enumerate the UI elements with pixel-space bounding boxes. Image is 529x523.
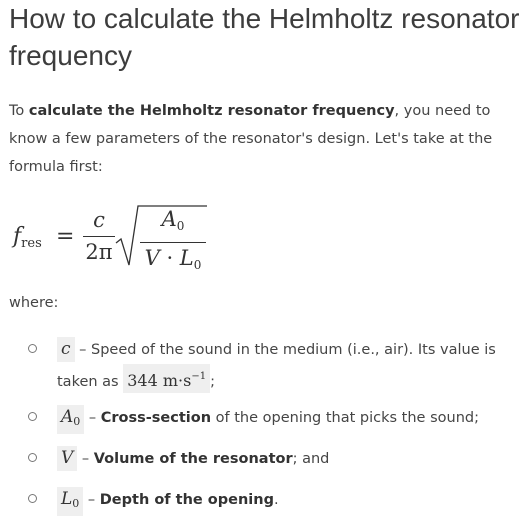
list-item bbox=[0, 336, 529, 392]
formula-l: L bbox=[179, 246, 194, 270]
intro-prefix: To bbox=[9, 103, 29, 119]
intro-paragraph bbox=[9, 97, 517, 181]
list-item-text bbox=[57, 486, 523, 516]
formula-numerator-c: c bbox=[93, 208, 105, 232]
formula-l-subscript: 0 bbox=[193, 258, 202, 272]
where-label: where: bbox=[9, 295, 59, 311]
formula-denominator-2pi: 2π bbox=[85, 240, 113, 264]
item-suffix: ; bbox=[210, 374, 215, 390]
value-chip bbox=[123, 364, 210, 393]
symbol-letter: L bbox=[61, 489, 73, 509]
symbol-chip: c bbox=[57, 337, 75, 362]
item-dash: – bbox=[84, 410, 101, 426]
symbol-chip bbox=[57, 487, 83, 516]
formula-equals: = bbox=[56, 224, 75, 249]
symbol-subscript: 0 bbox=[73, 415, 81, 428]
list-item bbox=[0, 404, 529, 432]
symbol-chip bbox=[57, 405, 84, 434]
item-bold-term: Depth of the opening bbox=[99, 492, 274, 508]
bullet-circle-icon bbox=[28, 453, 37, 462]
item-description: of the opening that picks the sound; bbox=[211, 410, 479, 426]
list-item bbox=[0, 445, 529, 473]
formula-denominator-vl0 bbox=[140, 245, 206, 278]
formula-f: f bbox=[13, 224, 22, 249]
symbol-subscript: 0 bbox=[72, 497, 80, 510]
intro-suffix: , you need to know a few parameters of the resonator's design. Let's take at the formula first: bbox=[9, 103, 493, 175]
helmholtz-formula bbox=[13, 203, 273, 272]
fraction-bar bbox=[83, 236, 115, 237]
value-exponent: −1 bbox=[191, 371, 207, 382]
list-item bbox=[0, 486, 529, 514]
item-description: ; and bbox=[292, 451, 330, 467]
item-bold-term: Cross-section bbox=[100, 410, 212, 426]
symbol-letter: A bbox=[61, 407, 74, 427]
symbol-chip: V bbox=[57, 446, 77, 471]
bullet-circle-icon bbox=[28, 344, 37, 353]
formula-fraction-a0-over-vl0 bbox=[140, 206, 206, 278]
bullet-circle-icon bbox=[28, 494, 37, 503]
page-title: How to calculate the Helmholtz resonator frequency bbox=[9, 3, 520, 71]
item-bold-term: Volume of the resonator bbox=[93, 451, 293, 467]
intro-bold: calculate the Helmholtz resonator frequency bbox=[28, 103, 395, 119]
formula-numerator-a0 bbox=[140, 206, 206, 239]
item-description: – Speed of the sound in the medium (i.e., air). Its value is taken as bbox=[57, 342, 496, 390]
bullet-circle-icon bbox=[28, 412, 37, 421]
item-dash: – bbox=[77, 451, 94, 467]
formula-f-subscript: res bbox=[21, 236, 42, 251]
fraction-bar bbox=[140, 242, 206, 243]
list-item-text bbox=[57, 336, 523, 396]
formula-a: A bbox=[161, 207, 177, 231]
list-item-text bbox=[57, 404, 523, 434]
item-description: . bbox=[273, 492, 279, 508]
item-dash: – bbox=[83, 492, 100, 508]
formula-fraction-c-over-2pi bbox=[83, 207, 115, 265]
formula-dot: · bbox=[159, 246, 180, 270]
formula-a-subscript: 0 bbox=[176, 219, 185, 233]
formula-v: V bbox=[144, 246, 160, 270]
value-text: 344 m·s bbox=[127, 371, 192, 390]
formula-lhs bbox=[13, 224, 42, 251]
list-item-text bbox=[57, 445, 523, 473]
